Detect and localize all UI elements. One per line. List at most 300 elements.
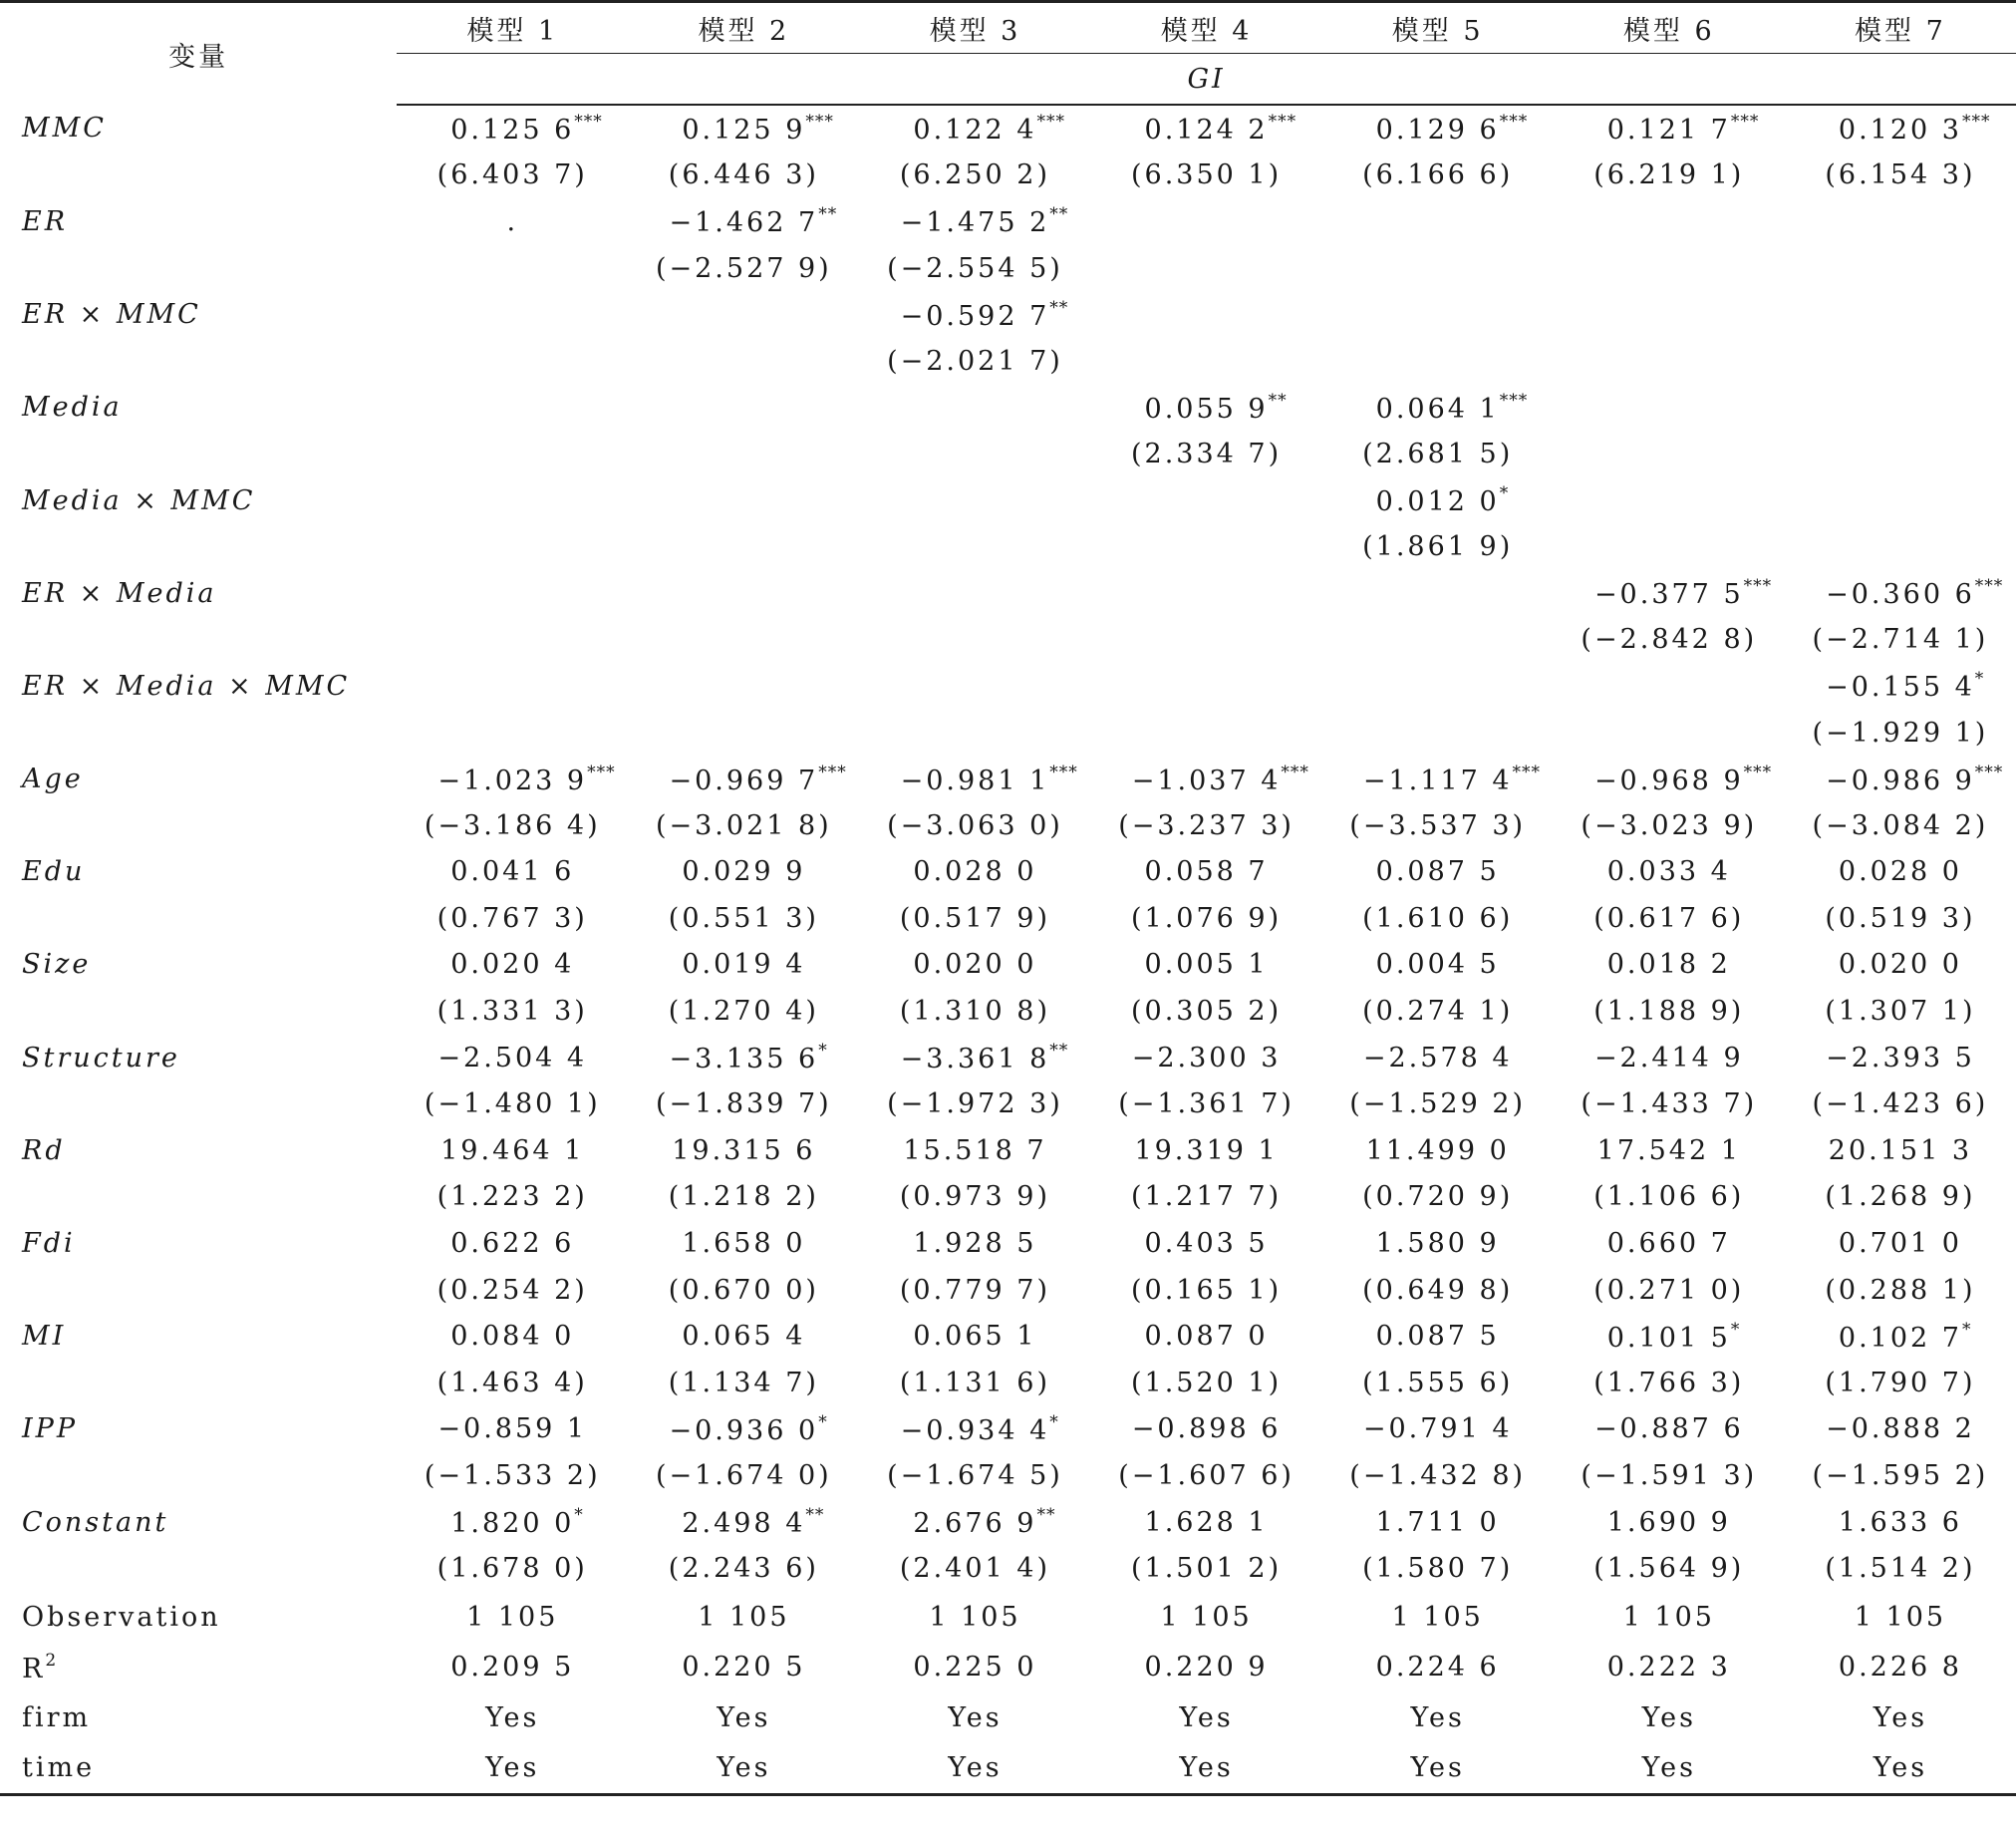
summary-value: 0.225 0 (913, 1652, 1037, 1684)
t-statistic-cell: (0.271 0) (1593, 1274, 1745, 1306)
t-statistic-cell: (0.617 6) (1593, 902, 1745, 934)
coefficient-cell (1554, 663, 1785, 710)
t-statistic-cell: (−1.432 8) (1349, 1460, 1527, 1492)
summary-value: 1 105 (1854, 1601, 1947, 1633)
coefficient-value: −0.934 4 (900, 1414, 1050, 1446)
t-statistic-cell: (1.076 9) (1131, 902, 1283, 934)
coefficient-value: 0.012 0 (1375, 486, 1500, 518)
model-header: 模型 7 (1785, 2, 2016, 54)
t-statistic-row (0, 153, 2016, 199)
significance-stars: * (818, 1041, 828, 1062)
t-statistic-cell: (1.217 7) (1131, 1181, 1283, 1213)
summary-value: 1 105 (929, 1601, 1021, 1633)
coefficient-value: . (506, 205, 519, 237)
coefficient-row (0, 1127, 2016, 1174)
significance-stars: ** (1049, 297, 1069, 318)
t-statistic-cell: (1.610 6) (1362, 902, 1514, 934)
coefficient-row (0, 663, 2016, 710)
coefficient-value: 2.498 4 (682, 1508, 806, 1540)
coefficient-value: 0.125 9 (682, 115, 806, 147)
coefficient-value: 0.005 1 (1144, 949, 1269, 981)
summary-label-text: Observation (22, 1601, 221, 1633)
coefficient-value: 0.041 6 (450, 856, 575, 888)
coefficient-value: −2.300 3 (1131, 1042, 1282, 1074)
significance-stars: * (1974, 669, 1985, 690)
significance-stars: *** (1281, 762, 1309, 782)
t-statistic-cell: (−3.537 3) (1349, 809, 1527, 841)
coefficient-cell (1554, 477, 1785, 524)
coefficient-cell (859, 105, 1090, 153)
coefficient-cell (1785, 756, 2016, 802)
t-statistic-cell: (1.131 6) (899, 1367, 1051, 1398)
coefficient-cell (1322, 570, 1554, 617)
coefficient-cell (1091, 1127, 1322, 1174)
t-statistic-cell (1554, 710, 1785, 757)
t-statistic-cell: (1.501 2) (1131, 1553, 1283, 1585)
coefficient-cell (1322, 1035, 1554, 1081)
coefficient-value: 0.087 0 (1144, 1321, 1269, 1353)
coefficient-cell (1785, 942, 2016, 989)
header-row-models (0, 2, 2016, 54)
t-statistic-cell: (1.766 3) (1593, 1367, 1745, 1398)
coefficient-value: 0.660 7 (1606, 1228, 1731, 1260)
coefficient-value: −1.023 9 (437, 765, 588, 796)
t-statistic-row (0, 895, 2016, 942)
t-statistic-cell: (2.681 5) (1362, 438, 1514, 469)
variable-name: MMC (22, 113, 107, 145)
coefficient-cell (1322, 1313, 1554, 1360)
t-statistic-row (0, 710, 2016, 757)
coefficient-value: −0.791 4 (1362, 1413, 1513, 1445)
coefficient-cell (628, 1313, 859, 1360)
coefficient-cell (1091, 1220, 1322, 1267)
t-statistic-row (0, 1174, 2016, 1221)
coefficient-cell (1785, 291, 2016, 338)
model-header: 模型 1 (397, 2, 628, 54)
t-statistic-row (0, 1267, 2016, 1314)
t-statistic-cell: (0.720 9) (1362, 1181, 1514, 1213)
t-statistic-cell (1554, 431, 1785, 477)
coefficient-value: 0.087 5 (1375, 1321, 1500, 1353)
significance-stars: * (1961, 1319, 1972, 1340)
t-statistic-cell (1322, 617, 1554, 664)
significance-stars: * (1049, 1411, 1059, 1432)
coefficient-value: −2.393 5 (1826, 1042, 1975, 1074)
coefficient-cell (1554, 756, 1785, 802)
coefficient-cell (397, 385, 628, 432)
coefficient-cell (1322, 756, 1554, 802)
coefficient-value: 0.018 2 (1606, 949, 1731, 981)
coefficient-cell (628, 105, 859, 153)
variable-name: ER × Media (22, 577, 217, 609)
summary-value: Yes (717, 1701, 771, 1733)
coefficient-cell (397, 105, 628, 153)
coefficient-cell (859, 1035, 1090, 1081)
coefficient-row (0, 477, 2016, 524)
coefficient-cell (397, 477, 628, 524)
t-statistic-cell: (0.779 7) (899, 1274, 1051, 1306)
coefficient-value: −0.360 6 (1826, 579, 1975, 611)
summary-value: Yes (485, 1752, 540, 1784)
summary-value: 1 105 (1160, 1601, 1253, 1633)
t-statistic-cell: (−1.595 2) (1812, 1460, 1989, 1492)
coefficient-cell (1554, 1220, 1785, 1267)
t-statistic-cell: (0.517 9) (899, 902, 1051, 934)
t-statistic-row (0, 1545, 2016, 1592)
coefficient-value: 15.518 7 (903, 1134, 1047, 1166)
summary-value: Yes (1872, 1752, 1928, 1784)
summary-label (0, 1692, 397, 1743)
t-statistic-cell: (1.463 4) (436, 1367, 588, 1398)
t-statistic-cell: (−2.842 8) (1581, 624, 1758, 656)
coefficient-cell (397, 942, 628, 989)
coefficient-value: 0.028 0 (1838, 856, 1962, 888)
variable-name: Size (22, 949, 92, 981)
coefficient-value: −0.981 1 (900, 765, 1050, 796)
coefficient-cell (1091, 1499, 1322, 1546)
significance-stars: *** (1499, 112, 1529, 133)
summary-value: 0.209 5 (450, 1652, 575, 1684)
coefficient-cell (1785, 1313, 2016, 1360)
t-statistic-cell: (−3.021 8) (655, 809, 832, 841)
coefficient-row (0, 105, 2016, 153)
t-statistic-cell: (1.268 9) (1825, 1181, 1976, 1213)
t-statistic-cell (628, 710, 859, 757)
t-statistic-cell (859, 431, 1090, 477)
coefficient-cell (397, 756, 628, 802)
summary-value: Yes (1872, 1701, 1928, 1733)
empty-label-cell (0, 1267, 397, 1314)
t-statistic-cell (628, 431, 859, 477)
empty-label-cell (0, 710, 397, 757)
variable-name: IPP (22, 1413, 78, 1445)
coefficient-cell (859, 1499, 1090, 1546)
t-statistic-row (0, 338, 2016, 385)
summary-value: 1 105 (1622, 1601, 1715, 1633)
coefficient-value: 20.151 3 (1828, 1134, 1973, 1166)
coefficient-cell (1554, 1499, 1785, 1546)
coefficient-cell (1554, 1313, 1785, 1360)
t-statistic-cell (397, 245, 628, 292)
summary-row (0, 1592, 2016, 1643)
t-statistic-cell (397, 523, 628, 570)
coefficient-value: 0.033 4 (1606, 856, 1731, 888)
summary-label (0, 1743, 397, 1795)
t-statistic-cell (1554, 523, 1785, 570)
coefficient-value: 0.064 1 (1375, 393, 1500, 425)
t-statistic-cell: (−2.021 7) (887, 345, 1063, 377)
t-statistic-cell (628, 338, 859, 385)
model-header: 模型 3 (859, 2, 1090, 54)
coefficient-cell (1785, 1220, 2016, 1267)
summary-row (0, 1643, 2016, 1693)
t-statistic-cell (1554, 338, 1785, 385)
coefficient-value: 0.121 7 (1606, 115, 1731, 147)
summary-value: Yes (1641, 1752, 1696, 1784)
t-statistic-cell (1091, 338, 1322, 385)
variable-name: Media (22, 392, 123, 424)
summary-value: 1 105 (698, 1601, 790, 1633)
t-statistic-cell: (−1.533 2) (424, 1460, 601, 1492)
variable-header: 变量 (168, 41, 229, 73)
coefficient-cell (1785, 105, 2016, 153)
t-statistic-cell: (1.520 1) (1131, 1367, 1283, 1398)
coefficient-value: −0.888 2 (1826, 1413, 1975, 1445)
t-statistic-cell: (−2.527 9) (655, 252, 832, 284)
table-body (0, 105, 2016, 1795)
coefficient-value: −2.504 4 (437, 1042, 588, 1074)
summary-value: Yes (1179, 1752, 1234, 1784)
t-statistic-cell: (0.649 8) (1362, 1274, 1514, 1306)
coefficient-cell (859, 849, 1090, 896)
t-statistic-cell: (1.861 9) (1362, 531, 1514, 563)
t-statistic-cell: (6.219 1) (1593, 159, 1745, 191)
coefficient-cell (859, 198, 1090, 245)
t-statistic-cell (628, 523, 859, 570)
coefficient-row (0, 385, 2016, 432)
coefficient-value: 0.020 4 (450, 949, 575, 981)
coefficient-cell (397, 1127, 628, 1174)
coefficient-cell (859, 756, 1090, 802)
variable-name: Structure (22, 1042, 180, 1074)
coefficient-value: 0.102 7 (1838, 1322, 1962, 1354)
coefficient-cell (628, 570, 859, 617)
coefficient-value: 0.087 5 (1375, 856, 1500, 888)
coefficient-cell (628, 942, 859, 989)
significance-stars: *** (587, 762, 616, 782)
coefficient-cell (397, 570, 628, 617)
coefficient-value: 0.120 3 (1838, 115, 1962, 147)
t-statistic-row (0, 245, 2016, 292)
coefficient-value: −0.155 4 (1826, 672, 1975, 704)
t-statistic-cell: (6.403 7) (436, 159, 588, 191)
t-statistic-cell: (−1.423 6) (1812, 1088, 1989, 1120)
coefficient-cell (1322, 1499, 1554, 1546)
model-header: 模型 6 (1554, 2, 1785, 54)
coefficient-value: 11.499 0 (1365, 1134, 1510, 1166)
summary-value: 0.220 9 (1144, 1652, 1269, 1684)
summary-value: Yes (1410, 1752, 1465, 1784)
coefficient-value: 0.004 5 (1375, 949, 1500, 981)
t-statistic-cell: (1.134 7) (668, 1367, 819, 1398)
t-statistic-cell (1785, 431, 2016, 477)
t-statistic-cell: (−1.433 7) (1581, 1088, 1758, 1120)
coefficient-cell (1091, 1313, 1322, 1360)
t-statistic-cell: (1.678 0) (436, 1553, 588, 1585)
summary-value: Yes (1410, 1701, 1465, 1733)
model-header: 模型 4 (1091, 2, 1322, 54)
significance-stars: *** (818, 762, 847, 782)
t-statistic-row (0, 802, 2016, 849)
coefficient-row (0, 756, 2016, 802)
significance-stars: *** (1974, 762, 2004, 782)
coefficient-value: −1.462 7 (669, 207, 819, 239)
significance-stars: *** (574, 112, 603, 133)
coefficient-cell (1785, 477, 2016, 524)
significance-stars: ** (818, 204, 838, 225)
coefficient-value: 1.928 5 (913, 1228, 1037, 1260)
t-statistic-cell (1091, 710, 1322, 757)
empty-label-cell (0, 153, 397, 199)
coefficient-value: −1.117 4 (1362, 765, 1513, 796)
coefficient-value: −1.037 4 (1131, 765, 1282, 796)
coefficient-value: 0.028 0 (913, 856, 1037, 888)
significance-stars: *** (1961, 112, 1991, 133)
t-statistic-cell (1322, 710, 1554, 757)
empty-label-cell (0, 617, 397, 664)
coefficient-row (0, 291, 2016, 338)
coefficient-value: 0.124 2 (1144, 115, 1269, 147)
variable-name: Constant (22, 1506, 169, 1538)
summary-value: Yes (717, 1752, 771, 1784)
significance-stars: *** (1268, 112, 1297, 133)
coefficient-cell (628, 663, 859, 710)
t-statistic-cell: (−3.023 9) (1581, 809, 1758, 841)
coefficient-cell (859, 1220, 1090, 1267)
coefficient-value: −0.986 9 (1826, 765, 1975, 796)
coefficient-cell (1554, 105, 1785, 153)
t-statistic-cell: (0.767 3) (436, 902, 588, 934)
significance-stars: * (1499, 483, 1510, 504)
empty-label-cell (0, 895, 397, 942)
coefficient-cell (1091, 385, 1322, 432)
significance-stars: *** (1049, 762, 1078, 782)
empty-label-cell (0, 338, 397, 385)
summary-label-text: R (22, 1653, 46, 1685)
t-statistic-cell: (1.564 9) (1593, 1553, 1745, 1585)
significance-stars: *** (1974, 576, 2004, 597)
t-statistic-cell (859, 523, 1090, 570)
coefficient-value: 0.122 4 (913, 115, 1037, 147)
significance-stars: ** (1268, 390, 1288, 411)
t-statistic-cell: (6.350 1) (1131, 159, 1283, 191)
coefficient-cell (1554, 198, 1785, 245)
coefficient-cell (1322, 1220, 1554, 1267)
coefficient-value: 1.820 0 (450, 1508, 575, 1540)
coefficient-cell (397, 1499, 628, 1546)
t-statistic-cell (628, 617, 859, 664)
coefficient-cell (1785, 1499, 2016, 1546)
coefficient-value: 1.658 0 (682, 1228, 806, 1260)
coefficient-cell (859, 385, 1090, 432)
t-statistic-cell (859, 617, 1090, 664)
summary-value: Yes (485, 1701, 540, 1733)
coefficient-cell (1091, 570, 1322, 617)
t-statistic-cell: (−1.972 3) (887, 1088, 1063, 1120)
significance-stars: * (1730, 1319, 1741, 1340)
coefficient-value: −0.898 6 (1131, 1413, 1282, 1445)
coefficient-cell (1091, 291, 1322, 338)
summary-value: Yes (1179, 1701, 1234, 1733)
variable-name: Media × MMC (22, 484, 256, 516)
coefficient-cell (397, 198, 628, 245)
model-header: 模型 5 (1322, 2, 1554, 54)
coefficient-cell (628, 1406, 859, 1453)
coefficient-value: 0.055 9 (1144, 393, 1269, 425)
t-statistic-cell (1091, 245, 1322, 292)
t-statistic-row (0, 1360, 2016, 1406)
t-statistic-cell (1322, 338, 1554, 385)
empty-label-cell (0, 1360, 397, 1406)
coefficient-cell (397, 1220, 628, 1267)
coefficient-cell (1554, 849, 1785, 896)
significance-stars: *** (1743, 762, 1773, 782)
coefficient-cell (859, 942, 1090, 989)
t-statistic-cell: (0.973 9) (899, 1181, 1051, 1213)
summary-label (0, 1643, 397, 1693)
t-statistic-row (0, 617, 2016, 664)
summary-value: 1 105 (466, 1601, 559, 1633)
coefficient-cell (859, 570, 1090, 617)
t-statistic-cell: (−1.361 7) (1118, 1088, 1295, 1120)
coefficient-row (0, 570, 2016, 617)
summary-label-superscript: 2 (45, 1650, 58, 1671)
significance-stars: * (818, 1411, 828, 1432)
coefficient-value: −1.475 2 (900, 207, 1050, 239)
coefficient-cell (1554, 1035, 1785, 1081)
coefficient-value: −0.936 0 (669, 1414, 819, 1446)
coefficient-cell (1785, 570, 2016, 617)
summary-value: 1 105 (1391, 1601, 1484, 1633)
coefficient-cell (1322, 291, 1554, 338)
coefficient-row (0, 1499, 2016, 1546)
coefficient-cell (628, 198, 859, 245)
coefficient-value: 0.065 4 (682, 1321, 806, 1353)
coefficient-cell (397, 1035, 628, 1081)
coefficient-cell (1554, 1127, 1785, 1174)
empty-label-cell (0, 1452, 397, 1499)
coefficient-value: 0.125 6 (450, 115, 575, 147)
t-statistic-cell: (0.670 0) (668, 1274, 819, 1306)
t-statistic-cell: (0.305 2) (1131, 996, 1283, 1028)
t-statistic-cell: (2.243 6) (668, 1553, 819, 1585)
t-statistic-cell: (−3.186 4) (424, 809, 601, 841)
significance-stars: * (574, 1505, 584, 1526)
variable-name: ER × MMC (22, 299, 201, 331)
coefficient-cell (859, 1313, 1090, 1360)
coefficient-cell (397, 663, 628, 710)
coefficient-value: −3.361 8 (900, 1044, 1050, 1075)
summary-value: 0.226 8 (1838, 1652, 1962, 1684)
t-statistic-cell (1785, 245, 2016, 292)
coefficient-cell (1322, 105, 1554, 153)
variable-name: MI (22, 1321, 67, 1353)
coefficient-cell (628, 1035, 859, 1081)
t-statistic-cell: (−1.480 1) (424, 1088, 601, 1120)
coefficient-cell (1785, 849, 2016, 896)
coefficient-cell (1322, 477, 1554, 524)
coefficient-cell (628, 477, 859, 524)
coefficient-cell (859, 1406, 1090, 1453)
coefficient-cell (1091, 1035, 1322, 1081)
coefficient-value: −0.969 7 (669, 765, 819, 796)
coefficient-value: 1.711 0 (1375, 1506, 1500, 1538)
t-statistic-cell (1554, 245, 1785, 292)
summary-label-text: time (22, 1752, 96, 1784)
coefficient-value: −2.578 4 (1362, 1042, 1513, 1074)
t-statistic-cell: (1.580 7) (1362, 1553, 1514, 1585)
t-statistic-cell: (0.254 2) (436, 1274, 588, 1306)
coefficient-value: 1.628 1 (1144, 1506, 1269, 1538)
t-statistic-cell: (−2.714 1) (1812, 624, 1989, 656)
significance-stars: *** (805, 112, 834, 133)
t-statistic-cell: (−2.554 5) (887, 252, 1063, 284)
coefficient-row (0, 1406, 2016, 1453)
coefficient-value: 17.542 1 (1596, 1134, 1741, 1166)
coefficient-cell (1785, 198, 2016, 245)
empty-label-cell (0, 1545, 397, 1592)
significance-stars: *** (1499, 390, 1529, 411)
